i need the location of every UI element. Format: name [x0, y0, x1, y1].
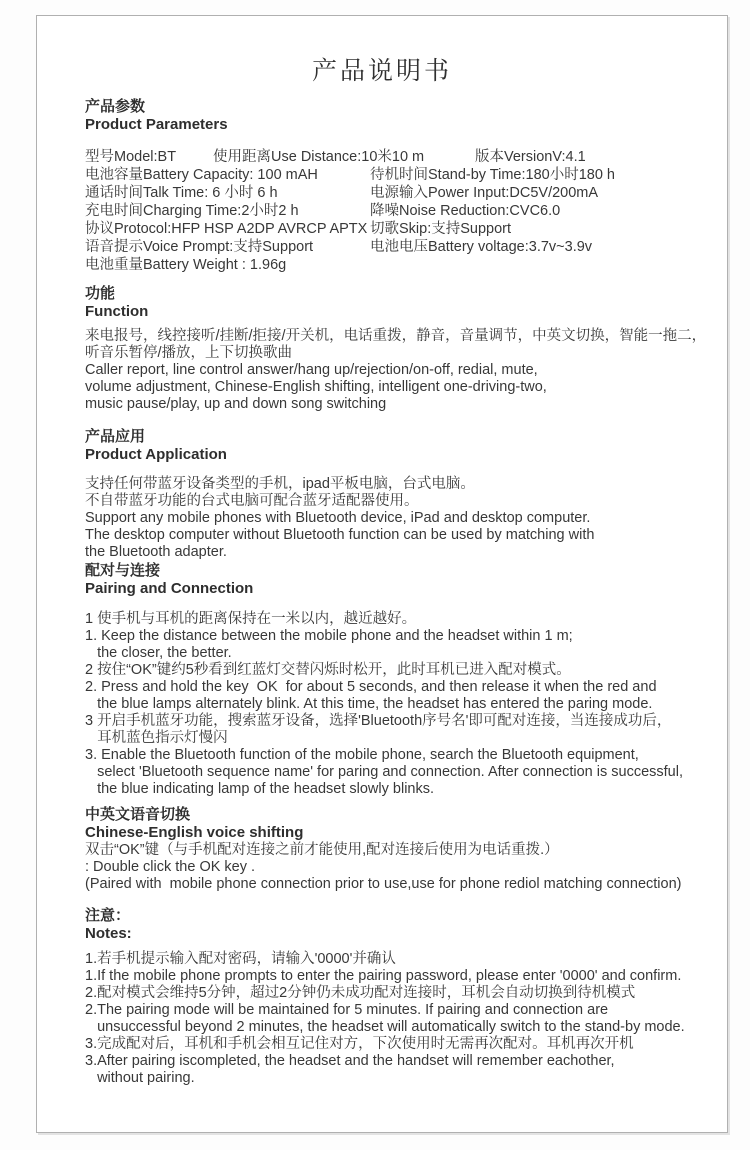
- text-line: music pause/play, up and down song switching: [85, 396, 387, 412]
- text-line: without pairing.: [85, 1070, 195, 1086]
- parameter-cell: 电池重量Battery Weight : 1.96g: [85, 257, 287, 273]
- parameter-cell: 协议Protocol:HFP HSP A2DP AVRCP APTX: [85, 221, 368, 237]
- section-heading-en: Chinese-English voice shifting: [85, 824, 304, 841]
- text-line: 1.若手机提示输入配对密码，请输入'0000'并确认: [85, 951, 396, 967]
- parameter-row: [85, 220, 713, 238]
- section-heading-en: Product Application: [85, 446, 227, 463]
- page-title: 产品说明书: [311, 57, 452, 85]
- parameter-cell: 语音提示Voice Prompt:支持Support: [85, 239, 314, 255]
- section-heading-en: Pairing and Connection: [85, 580, 254, 597]
- parameter-cell: 电源输入Power Input:DC5V/200mA: [370, 185, 599, 201]
- text-line: 2.The pairing mode will be maintained for 5 minutes. If pairing and connection are: [85, 1002, 609, 1018]
- text-line: select 'Bluetooth sequence name' for paring and connection. After connection is successful,: [85, 764, 683, 780]
- text-line: 支持任何带蓝牙设备类型的手机，ipad平板电脑，台式电脑。: [85, 476, 475, 492]
- section-notes: [85, 907, 713, 1087]
- text-line: 3.完成配对后，耳机和手机会相互记住对方，下次使用时无需再次配对。耳机再次开机: [85, 1036, 634, 1052]
- text-line: the closer, the better.: [85, 645, 232, 661]
- parameter-row: [85, 148, 713, 166]
- text-line: unsuccessful beyond 2 minutes, the headset will automatically switch to the stand-by mode.: [85, 1019, 685, 1035]
- section-product-application: [85, 428, 713, 561]
- parameter-cell: 版本VersionV:4.1: [475, 149, 586, 165]
- section-heading-zh: 功能: [85, 285, 116, 302]
- parameter-cell: 型号Model:BT: [85, 149, 177, 165]
- parameter-row: [85, 184, 713, 202]
- parameter-cell: 切歌Skip:支持Support: [370, 221, 512, 237]
- text-line: the Bluetooth adapter.: [85, 544, 227, 560]
- text-line: 2. Press and hold the key OK for about 5 seconds, and then release it when the red and: [85, 679, 657, 695]
- section-product-parameters: [85, 98, 713, 274]
- parameter-row: [85, 256, 713, 274]
- text-line: 双击“OK”键（与手机配对连接之前才能使用,配对连接后使用为电话重拨.）: [85, 842, 559, 858]
- parameter-row: [85, 166, 713, 184]
- parameter-cell: 待机时间Stand-by Time:180小时180 h: [370, 167, 615, 183]
- section-heading-en: Product Parameters: [85, 116, 228, 133]
- parameter-cell: 电池电压Battery voltage:3.7v~3.9v: [370, 239, 593, 255]
- section-pairing-connection: [85, 562, 713, 798]
- section-body: [85, 328, 713, 413]
- section-body: [85, 476, 713, 561]
- text-line: : Double click the OK key .: [85, 859, 256, 875]
- section-heading-zh: 产品应用: [85, 428, 146, 445]
- text-line: Support any mobile phones with Bluetooth device, iPad and desktop computer.: [85, 510, 591, 526]
- parameter-row: [85, 238, 713, 256]
- text-line: 2 按住“OK”键约5秒看到红蓝灯交替闪烁时松开，此时耳机已进入配对模式。: [85, 662, 571, 678]
- section-heading-en: Function: [85, 303, 149, 320]
- parameter-row: [85, 202, 713, 220]
- parameter-cell: 使用距离Use Distance:10米10 m: [213, 149, 425, 165]
- section-body: [85, 842, 713, 893]
- manual-page: [36, 15, 728, 1133]
- parameter-cell: 电池容量Battery Capacity: 100 mAH: [85, 167, 318, 183]
- text-line: The desktop computer without Bluetooth function can be used by matching with: [85, 527, 595, 543]
- parameter-cell: 充电时间Charging Time:2小时2 h: [85, 203, 299, 219]
- text-line: 来电报号，线控接听/挂断/拒接/开关机，电话重拨，静音，音量调节，中英文切换，智能一拖二，: [85, 328, 707, 344]
- text-line: 耳机蓝色指示灯慢闪: [85, 730, 228, 746]
- text-line: the blue indicating lamp of the headset slowly blinks.: [85, 781, 435, 797]
- text-line: 3.After pairing iscompleted, the headset and the handset will remember eachother,: [85, 1053, 615, 1069]
- section-body: [85, 611, 713, 798]
- text-line: the blue lamps alternately blink. At this time, the headset has entered the paring mode.: [85, 696, 653, 712]
- text-line: 3 开启手机蓝牙功能，搜索蓝牙设备，选择'Bluetooth序号名'即可配对连接，当连接成功后，: [85, 713, 672, 729]
- section-heading-zh: 中英文语音切换: [85, 806, 191, 823]
- section-voice-shifting: [85, 806, 713, 893]
- text-line: 1 使手机与耳机的距离保持在一米以内，越近越好。: [85, 611, 417, 627]
- text-line: (Paired with mobile phone connection prior to use,use for phone rediol matching connection): [85, 876, 682, 892]
- section-body: [85, 951, 713, 1087]
- text-line: 1.If the mobile phone prompts to enter the pairing password, please enter '0000' and confirm.: [85, 968, 682, 984]
- text-line: 3. Enable the Bluetooth function of the mobile phone, search the Bluetooth equipment,: [85, 747, 639, 763]
- text-line: 听音乐暂停/播放，上下切换歌曲: [85, 345, 293, 361]
- text-line: Caller report, line control answer/hang up/rejection/on-off, redial, mute,: [85, 362, 538, 378]
- section-heading-zh: 配对与连接: [85, 562, 161, 579]
- section-heading-zh: 注意：: [85, 907, 131, 924]
- section-heading-zh: 产品参数: [85, 98, 146, 115]
- text-line: volume adjustment, Chinese-English shifting, intelligent one-driving-two,: [85, 379, 547, 395]
- text-line: 1. Keep the distance between the mobile phone and the headset within 1 m;: [85, 628, 573, 644]
- section-function: [85, 285, 713, 413]
- text-line: 2.配对模式会维持5分钟，超过2分钟仍未成功配对连接时，耳机会自动切换到待机模式: [85, 985, 636, 1001]
- parameter-cell: 通话时间Talk Time: 6 小时 6 h: [85, 185, 278, 201]
- parameter-cell: 降噪Noise Reduction:CVC6.0: [370, 203, 561, 219]
- section-heading-en: Notes:: [85, 925, 132, 942]
- text-line: 不自带蓝牙功能的台式电脑可配合蓝牙适配器使用。: [85, 493, 419, 509]
- manual-content: [85, 98, 713, 1087]
- parameters-table: [85, 148, 713, 274]
